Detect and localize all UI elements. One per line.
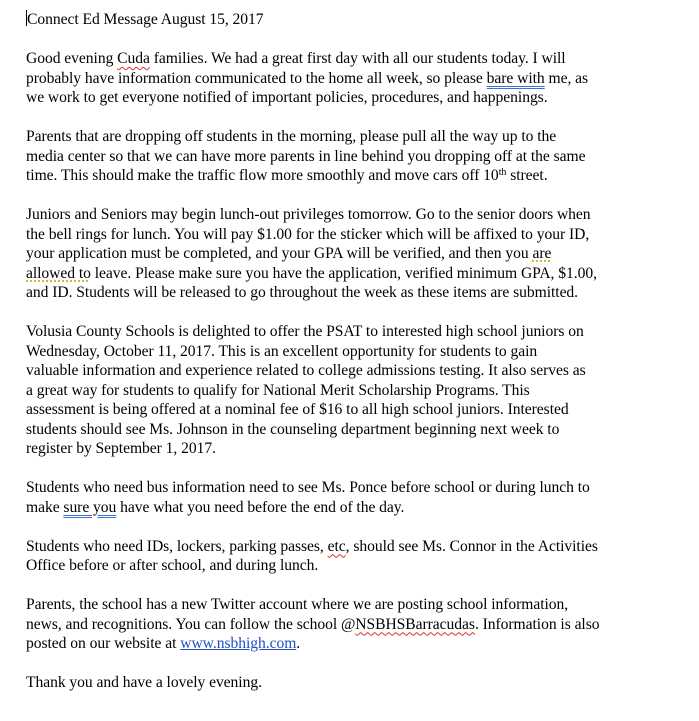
paragraph-ids: Students who need IDs, lockers, parking passes, etc, should see Ms. Connor in the Activities Office before or after school, and during lunch. bbox=[26, 537, 598, 574]
grammar-check-phrase: sure you bbox=[63, 498, 117, 516]
spellcheck-word: etc bbox=[327, 537, 346, 555]
spellcheck-word: Cuda bbox=[117, 50, 150, 67]
grammar-check-phrase: are bbox=[532, 245, 552, 262]
paragraph-psat: Volusia County Schools is delighted to offer the PSAT to interested high school juniors on Wednesday, October 11, 2017. This is an excellent opportunity for students to gain valuable information and experience related to college admissions testing. It also serves as a great way for students to qualify for National Merit Scholarship Programs. This assessment is being offered at a nominal fee of $16 to all high school juniors. Interested students should see Ms. Johnson in the counseling department beginning next week to register by September 1, 2017. bbox=[26, 323, 586, 457]
closing-line: Thank you and have a lovely evening. bbox=[26, 674, 262, 691]
document-body bbox=[26, 10, 686, 693]
grammar-check-phrase: bare with bbox=[486, 69, 545, 87]
document-title: Connect Ed Message August 15, 2017 bbox=[27, 11, 264, 28]
spellcheck-word: NSBHSBarracudas bbox=[355, 615, 475, 633]
paragraph-dropoff: Parents that are dropping off students in the morning, please pull all the way up to the media center so that we can have more parents in line behind you dropping off at the same time. This should make the traffic flow more smoothly and move cars off 10th street. bbox=[26, 128, 586, 184]
paragraph-twitter: Parents, the school has a new Twitter account where we are posting school information, news, and recognitions. You can follow the school @NSBHSBarracudas. Information is also posted on our website at www.nsbhigh.com. bbox=[26, 596, 600, 652]
website-link[interactable]: www.nsbhigh.com bbox=[180, 635, 297, 652]
paragraph-greeting: Good evening Cuda families. We had a great first day with all our students today. I will probably have information communicated to the home all week, so please bare with me, as we work to get everyone notified of important policies, procedures, and happenings. bbox=[26, 50, 589, 106]
grammar-check-phrase: allowed to bbox=[26, 264, 91, 282]
paragraph-lunch-out: Juniors and Seniors may begin lunch-out privileges tomorrow. Go to the senior doors when the bell rings for lunch. You will pay $1.00 for the sticker which will be affixed to your ID, your application must be completed, and your GPA will be verified, and then you are allowed to leave. Please make sure you have the application, verified minimum GPA, $1.00, and ID. Students will be released to go throughout the week as these items are submitted. bbox=[26, 206, 597, 301]
paragraph-bus: Students who need bus information need to see Ms. Ponce before school or during lunch to make sure you have what you need before the end of the day. bbox=[26, 479, 590, 516]
